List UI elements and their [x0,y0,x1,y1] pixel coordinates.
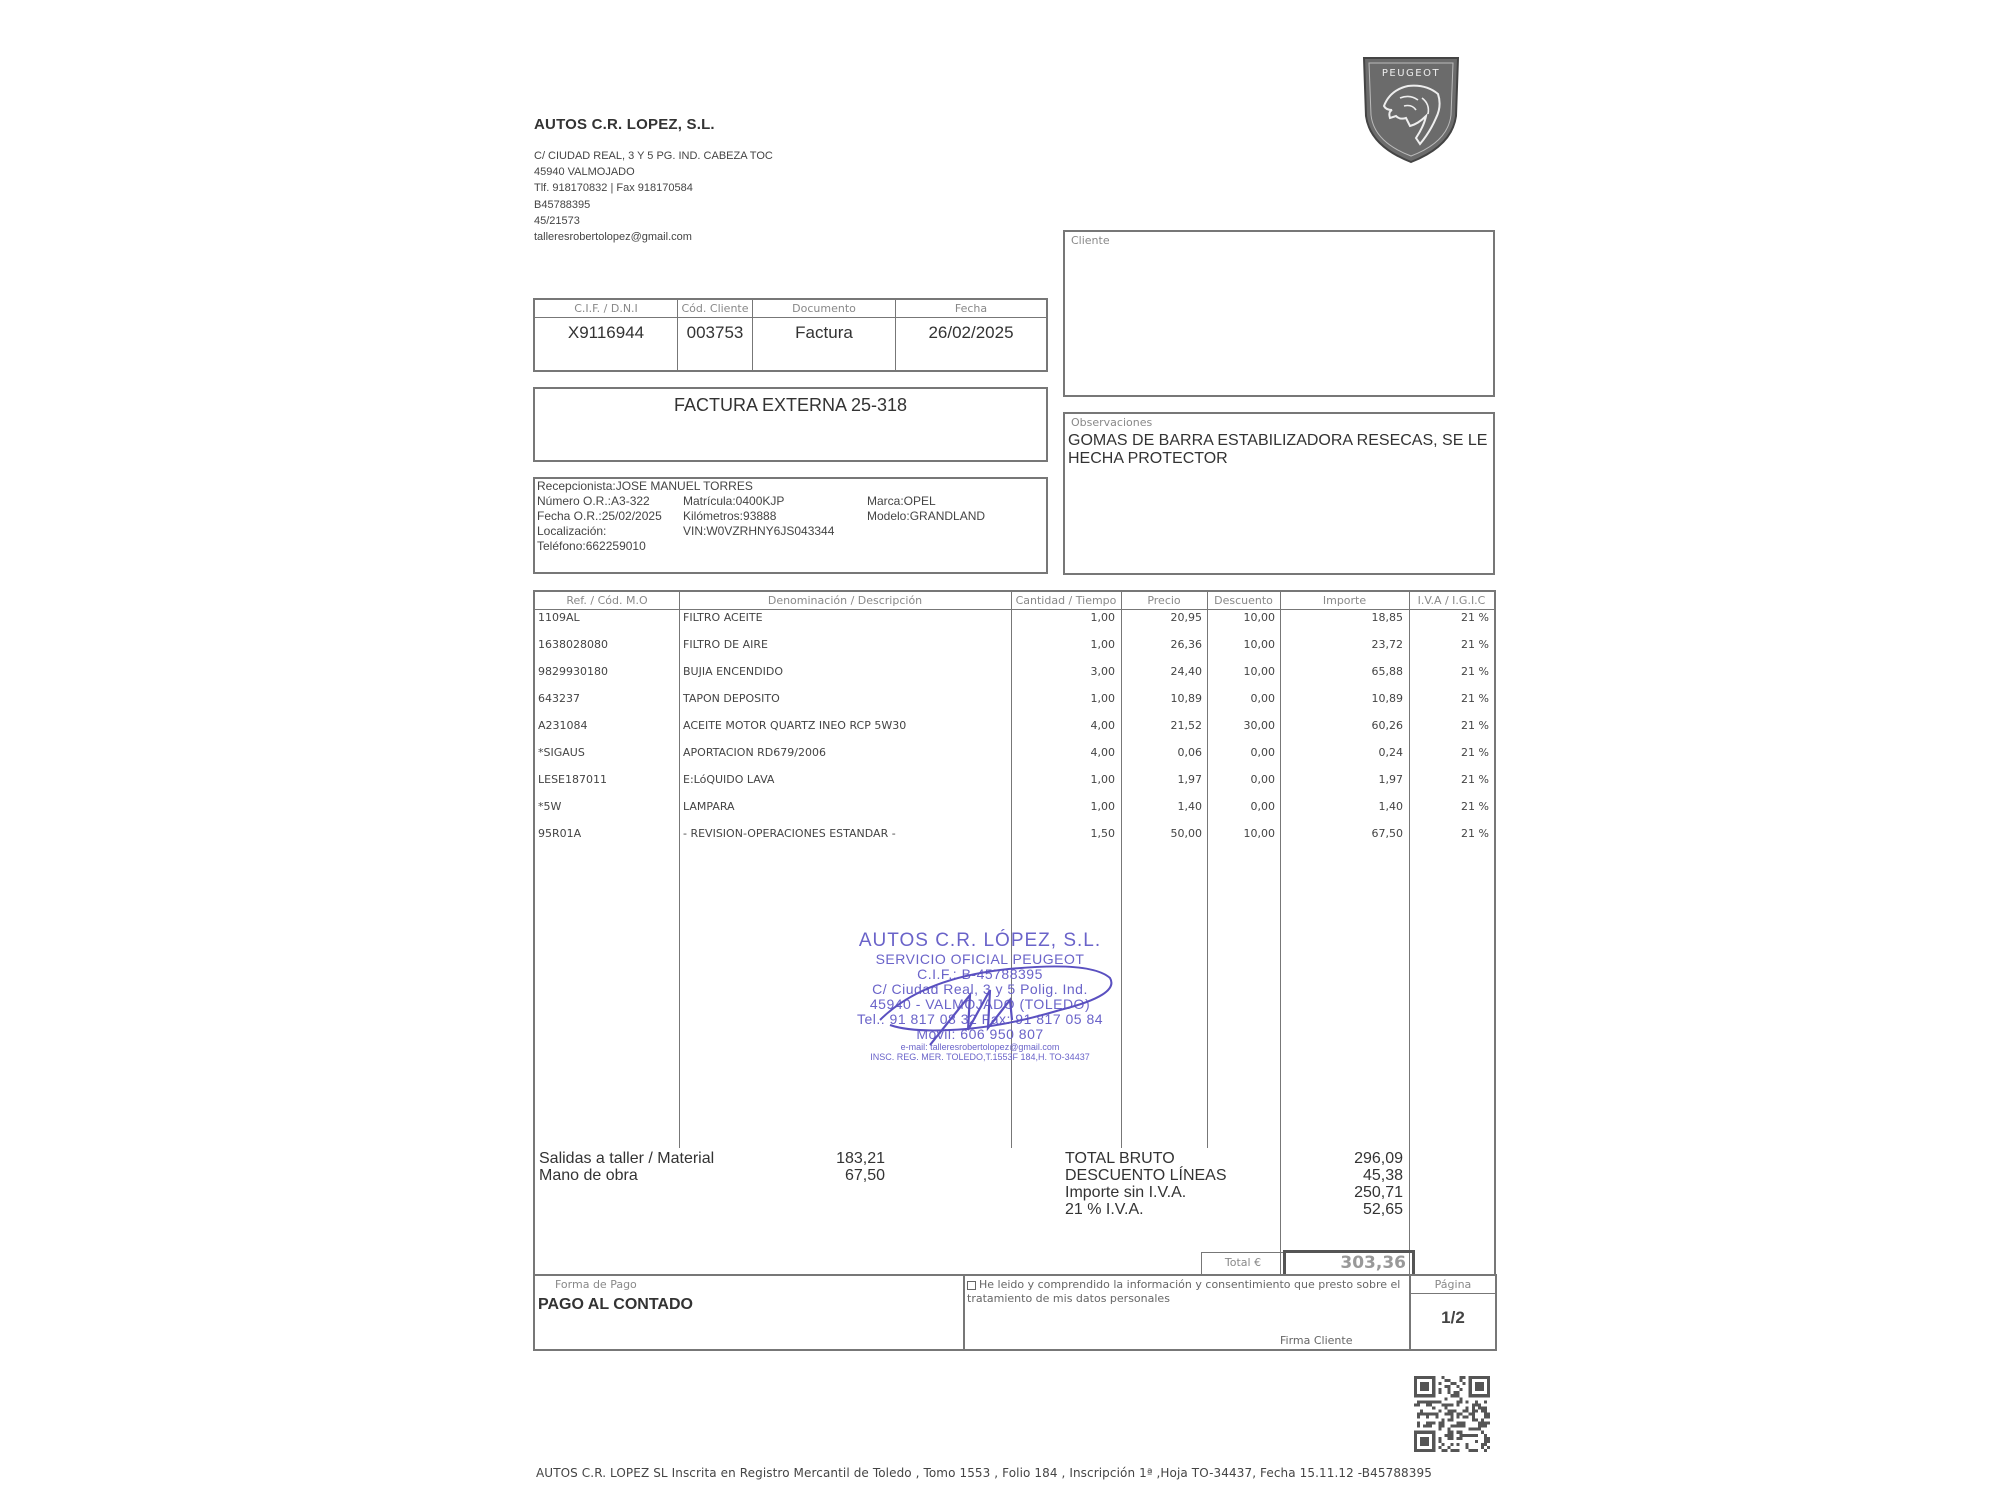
logo-brand-text: PEUGEOT [1381,68,1441,79]
cell-ref: *5W [538,800,562,813]
observations-box [1063,412,1495,575]
kilometers: Kilómetros:93888 [683,509,777,523]
document-info-table [533,298,1048,372]
header-ref: Ref. / Cód. M.O [566,594,648,607]
materials-value: 183,21 [836,1150,885,1167]
cell-discount: 0,00 [1250,746,1275,759]
cell-discount: 0,00 [1250,773,1275,786]
consent-statement [967,1278,1407,1306]
cell-description: E:LóQUIDO LAVA [683,773,775,786]
table-row [535,771,1494,798]
legal-footer: AUTOS C.R. LOPEZ SL Inscrita en Registro Mercantil de Toledo , Tomo 1553 , Folio 184 , Inscripción 1ª ,Hoja TO-34437, Fecha 15.11.12 -B45788395 [536,1466,1432,1480]
cell-vat: 21 % [1461,719,1489,732]
cell-ref: 95R01A [538,827,582,840]
vehicle-make: Marca:OPEL [867,494,936,508]
doc-value-document: Factura [795,323,853,342]
cell-amount: 10,89 [1371,692,1403,705]
consent-box [963,1274,1411,1351]
stamp-line: Tel.: 91 817 08 32 Fax: 91 817 05 84 [856,1011,1104,1027]
stamp-line: e-mail: talleresrobertolopez@gmail.com [900,1042,1060,1052]
cell-vat: 21 % [1461,665,1489,678]
cell-ref: A231084 [538,719,588,732]
header-vat: I.V.A / I.G.I.C [1417,594,1486,607]
cell-amount: 1,40 [1378,800,1403,813]
cell-amount: 65,88 [1371,665,1403,678]
cell-ref: 643237 [538,692,580,705]
grand-total-label: Total € [1201,1252,1285,1274]
cell-vat: 21 % [1461,773,1489,786]
payment-method: PAGO AL CONTADO [538,1296,693,1313]
page-box [1409,1274,1497,1351]
doc-value-cif: X9116944 [567,323,645,342]
cell-amount: 0,24 [1378,746,1403,759]
doc-col-date [896,300,1046,370]
vat-value: 52,65 [1362,1201,1403,1218]
cell-quantity: 1,00 [1090,692,1115,705]
company-registry-code: 45/21573 [534,214,580,227]
invoice-title: FACTURA EXTERNA 25-318 [673,395,908,415]
work-order-date: Fecha O.R.:25/02/2025 [537,509,662,523]
cell-ref: 1109AL [538,611,580,624]
cell-vat: 21 % [1461,827,1489,840]
receptionist: Recepcionista:JOSE MANUEL TORRES [537,479,753,493]
net-amount-value: 250,71 [1354,1184,1403,1201]
cell-price: 26,36 [1170,638,1202,651]
stamp-line: INSC. REG. MER. TOLEDO,T.1553F 184,H. TO-34437 [870,1052,1090,1062]
table-row [535,825,1494,852]
work-order-number: Número O.R.:A3-322 [537,494,650,508]
grand-total-value: 303,36 [1283,1250,1415,1274]
cell-quantity: 1,00 [1090,800,1115,813]
cell-discount: 10,00 [1243,638,1275,651]
cell-discount: 0,00 [1250,800,1275,813]
cell-description: LAMPARA [683,800,735,813]
cell-price: 1,40 [1177,800,1202,813]
stamp-line: C/ Ciudad Real, 3 y 5 Polig. Ind. [872,981,1088,997]
customer-signature-label: Firma Cliente [1280,1334,1353,1347]
location: Localización: [537,524,607,538]
cell-discount: 10,00 [1243,665,1275,678]
table-row [535,798,1494,825]
stamp-line: Movil: 606 950 807 [916,1026,1044,1042]
company-email: talleresrobertolopez@gmail.com [534,231,692,244]
table-row [535,609,1494,636]
gross-total-label: TOTAL BRUTO [1065,1150,1175,1167]
cell-discount: 10,00 [1243,827,1275,840]
table-row [535,744,1494,771]
client-caption: Cliente [1071,234,1110,247]
cell-price: 10,89 [1170,692,1202,705]
cell-quantity: 4,00 [1090,746,1115,759]
stamp-line: SERVICIO OFICIAL PEUGEOT [875,951,1085,967]
table-row [535,636,1494,663]
observations-text: GOMAS DE BARRA ESTABILIZADORA RESECAS, SE LE HECHA PROTECTOR [1068,432,1488,467]
table-row [535,663,1494,690]
company-city: 45940 VALMOJADO [534,166,635,179]
signature-scribble [860,950,1120,1060]
cell-quantity: 4,00 [1090,719,1115,732]
qr-code-icon [1414,1376,1490,1452]
consent-text: He leido y comprendido la información y consentimiento que presto sobre el tratamiento de mis datos personales [967,1278,1401,1305]
table-row [535,690,1494,717]
company-info [534,148,773,245]
cell-amount: 1,97 [1378,773,1403,786]
table-row [535,717,1494,744]
doc-value-client-code: 003753 [686,323,744,342]
cell-discount: 10,00 [1243,611,1275,624]
cell-ref: 9829930180 [538,665,608,678]
observations-caption: Observaciones [1071,416,1153,429]
vehicle-info-box [533,477,1048,574]
company-address: C/ CIUDAD REAL, 3 Y 5 PG. IND. CABEZA TOC [534,150,773,162]
cell-vat: 21 % [1461,800,1489,813]
company-phone-fax: Tlf. 918170832 | Fax 918170584 [534,182,693,195]
doc-col-client-code [678,300,753,370]
peugeot-lion-shield-icon [1360,54,1462,164]
cell-amount: 18,85 [1371,611,1403,624]
stamp-line: C.I.F.: B-45788395 [917,966,1043,982]
cell-price: 0,06 [1177,746,1202,759]
doc-value-date: 26/02/2025 [928,323,1014,342]
cell-vat: 21 % [1461,692,1489,705]
cell-amount: 23,72 [1371,638,1403,651]
doc-header-document: Documento [753,300,895,318]
cell-vat: 21 % [1461,611,1489,624]
labor-label: Mano de obra [539,1167,638,1184]
line-discount-label: DESCUENTO LÍNEAS [1065,1167,1227,1184]
cell-quantity: 1,00 [1090,773,1115,786]
cell-discount: 30,00 [1243,719,1275,732]
stamp-line: 45940 - VALMOJADO (TOLEDO) [869,996,1091,1012]
cell-description: APORTACION RD679/2006 [683,746,826,759]
cell-quantity: 1,00 [1090,611,1115,624]
phone: Teléfono:662259010 [537,539,646,553]
cell-quantity: 1,00 [1090,638,1115,651]
invoice-title-box [533,387,1048,462]
cell-amount: 60,26 [1371,719,1403,732]
doc-col-document [753,300,896,370]
gross-total-value: 296,09 [1354,1150,1403,1167]
doc-col-cif [535,300,678,370]
cell-description: FILTRO DE AIRE [683,638,768,651]
cell-price: 21,52 [1170,719,1202,732]
header-amount: Importe [1322,594,1367,607]
cell-ref: *SIGAUS [538,746,585,759]
doc-header-cif: C.I.F. / D.N.I [535,300,677,318]
header-description: Denominación / Descripción [767,594,923,607]
net-amount-label: Importe sin I.V.A. [1065,1184,1187,1201]
cell-ref: LESE187011 [538,773,608,786]
cell-description: - REVISION-OPERACIONES ESTANDAR - [683,827,896,840]
stamp-line: AUTOS C.R. LÓPEZ, S.L. [858,930,1102,951]
consent-checkbox[interactable] [967,1281,976,1290]
cell-price: 20,95 [1170,611,1202,624]
header-quantity: Cantidad / Tiempo [1015,594,1117,607]
company-cif: B45788395 [534,198,591,211]
header-price: Precio [1147,594,1181,607]
payment-method-box [533,1274,965,1351]
doc-header-date: Fecha [896,300,1046,318]
materials-label: Salidas a taller / Material [539,1150,715,1167]
table-header [535,592,1494,610]
doc-header-client-code: Cód. Cliente [678,300,752,318]
client-box [1063,230,1495,397]
vin: VIN:W0VZRHNY6JS043344 [683,524,835,538]
cell-price: 50,00 [1170,827,1202,840]
license-plate: Matrícula:0400KJP [683,494,785,508]
vat-label: 21 % I.V.A. [1065,1201,1144,1218]
cell-quantity: 1,50 [1090,827,1115,840]
cell-discount: 0,00 [1250,692,1275,705]
company-name: AUTOS C.R. LOPEZ, S.L. [534,116,715,133]
cell-amount: 67,50 [1371,827,1403,840]
totals-box [533,1148,1496,1276]
labor-value: 67,50 [844,1167,885,1184]
cell-quantity: 3,00 [1090,665,1115,678]
payment-caption: Forma de Pago [555,1278,637,1291]
page-caption: Página [1411,1276,1495,1294]
cell-description: ACEITE MOTOR QUARTZ INEO RCP 5W30 [683,719,907,732]
cell-vat: 21 % [1461,746,1489,759]
vehicle-model: Modelo:GRANDLAND [867,509,986,523]
cell-vat: 21 % [1461,638,1489,651]
cell-description: TAPON DEPOSITO [683,692,780,705]
cell-description: FILTRO ACEITE [683,611,763,624]
line-discount-value: 45,38 [1362,1167,1403,1184]
header-discount: Descuento [1214,594,1273,607]
cell-ref: 1638028080 [538,638,608,651]
cell-price: 1,97 [1177,773,1202,786]
cell-price: 24,40 [1170,665,1202,678]
page-number: 1/2 [1441,1308,1465,1327]
cell-description: BUJIA ENCENDIDO [683,665,783,678]
